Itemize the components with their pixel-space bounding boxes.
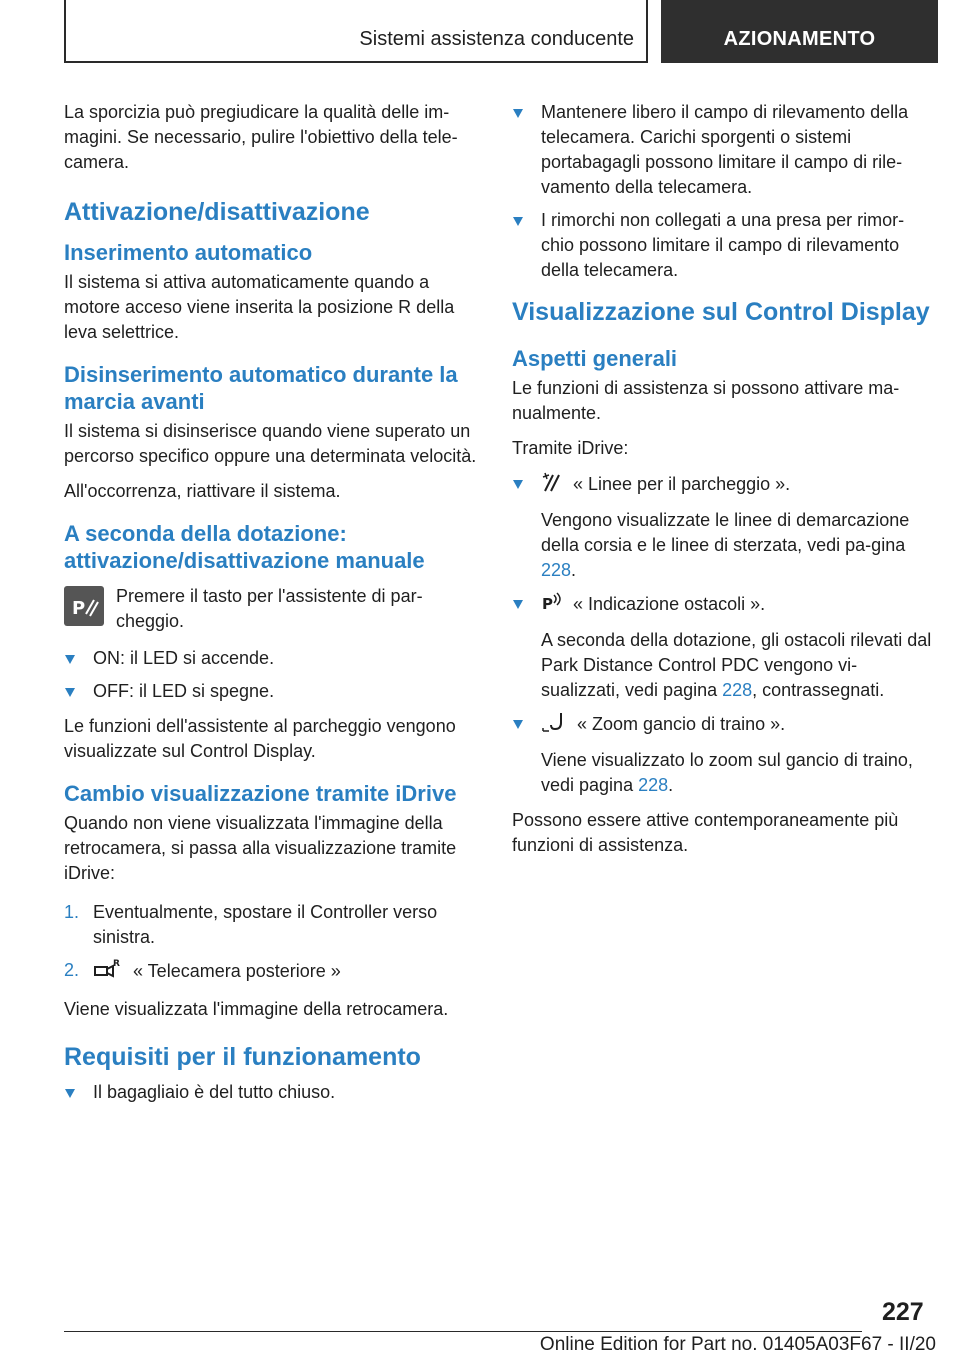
edition-footer: Online Edition for Part no. 01405A03F67 - II/20: [539, 1334, 936, 1355]
header-chapter-title: AZIONAMENTO: [723, 28, 876, 50]
bullet-triangle-icon: [65, 1089, 75, 1098]
heading-auto-on: Inserimento automatico: [64, 240, 313, 265]
list-item: ON: il LED si accende.: [64, 646, 482, 671]
park-assist-button-icon: [64, 586, 104, 626]
bullet-triangle-icon: [513, 217, 523, 226]
right-column: [512, 100, 932, 868]
display-functions-list: [512, 471, 932, 798]
bullet-triangle-icon: [513, 720, 523, 729]
bullet-triangle-icon: [513, 600, 523, 609]
paragraph-idrive: Quando non viene visualizzata l'immagine della retrocamera, si passa alla visualizzazione tramite iDrive:: [64, 813, 457, 883]
heading-manual: A seconda della dotazione: attivazione/disattivazione manuale: [64, 521, 425, 573]
parking-lines-icon: [541, 471, 563, 500]
heading-requirements: Requisiti per il funzionamento: [64, 1043, 421, 1071]
paragraph-auto-on: Il sistema si attiva automaticamente quando a motore acceso viene inserita la posizione R della leva selettrice.: [64, 272, 455, 342]
bullet-triangle-icon: [513, 109, 523, 118]
header-chapter-tab: [661, 0, 938, 63]
bullet-triangle-icon: [65, 655, 75, 664]
paragraph-reactivate: All'occorrenza, riattivare il sistema.: [64, 481, 341, 501]
page-link[interactable]: 228: [541, 560, 572, 580]
svg-text:P: P: [542, 595, 553, 613]
heading-auto-off: Disinserimento automatico durante la marcia avanti: [64, 362, 458, 414]
heading-display: Visualizzazione sul Control Display: [512, 298, 930, 326]
item-description: Vengono visualizzate le linee di demarcazione della corsia e le linee di sterzata, vedi pa-gina 228.: [541, 510, 910, 580]
page-number: 227: [882, 1298, 924, 1326]
paragraph-via-idrive: Tramite iDrive:: [512, 438, 629, 458]
tow-hitch-icon: [541, 711, 567, 740]
paragraph-auto-off: Il sistema si disinserisce quando viene superato un percorso specifico oppure una determinata velocità.: [64, 421, 477, 466]
svg-text:R: R: [113, 959, 120, 969]
list-item: P « Indicazione ostacoli ». A seconda della dotazione, gli ostacoli rilevati dal Park Distance Control PDC vengono vi-sualizzati, vedi pagina 228, contrassegnati.: [512, 591, 932, 703]
list-item: Il bagagliaio è del tutto chiuso.: [64, 1080, 482, 1105]
svg-text:P: P: [72, 598, 86, 619]
bullet-triangle-icon: [65, 688, 75, 697]
paragraph-multiple-functions: Possono essere attive contemporaneamente più funzioni di assistenza.: [512, 810, 899, 855]
header-section-title: Sistemi assistenza conducente: [359, 28, 634, 50]
header-section-box: [64, 0, 648, 63]
led-status-list: [64, 646, 482, 704]
rear-camera-icon: [93, 958, 123, 987]
list-item: 2. R « Telecamera posteriore »: [64, 958, 482, 987]
heading-activation: Attivazione/disattivazione: [64, 198, 370, 226]
button-instruction: [64, 584, 482, 634]
requirements-list-right: [512, 100, 932, 283]
paragraph-general: Le funzioni di assistenza si possono attivare ma-nualmente.: [512, 378, 900, 423]
requirements-list-left: [64, 1080, 482, 1105]
paragraph-rearview: Viene visualizzata l'immagine della retrocamera.: [64, 999, 449, 1019]
intro-paragraph: La sporcizia può pregiudicare la qualità delle im-magini. Se necessario, pulire l'obiettivo della tele-camera.: [64, 102, 458, 172]
paragraph-functions: Le funzioni dell'assistente al parcheggio vengono visualizzate sul Control Display.: [64, 716, 456, 761]
list-item: « Zoom gancio di traino ». Viene visualizzato lo zoom sul gancio di traino, vedi pagina 228.: [512, 711, 932, 798]
bullet-triangle-icon: [513, 480, 523, 489]
list-item: « Linee per il parcheggio ». Vengono visualizzate le linee di demarcazione della corsia e le linee di sterzata, vedi pa-gina 228.: [512, 471, 932, 583]
list-item: Mantenere libero il campo di rilevamento della telecamera. Carichi sporgenti o sistemi portabagagli possono limitare il campo di rile-vamento della telecamera.: [512, 100, 932, 200]
item-description: Viene visualizzato lo zoom sul gancio di traino, vedi pagina 228.: [541, 750, 913, 795]
left-column: [64, 100, 482, 1115]
obstacle-indicator-icon: [541, 591, 563, 620]
footer-divider: [64, 1331, 862, 1332]
idrive-steps: [64, 900, 482, 987]
item-description: A seconda della dotazione, gli ostacoli rilevati dal Park Distance Control PDC vengono vi-sualizzati, vedi pagina 228, contrassegnati.: [541, 630, 932, 700]
list-item: 1. Eventualmente, spostare il Controller verso sinistra.: [64, 902, 438, 947]
page-link[interactable]: 228: [722, 680, 753, 700]
page-link[interactable]: 228: [638, 775, 669, 795]
list-item: I rimorchi non collegati a una presa per rimor-chio possono limitare il campo di rilevamento della telecamera.: [512, 208, 932, 283]
heading-idrive: Cambio visualizzazione tramite iDrive: [64, 781, 457, 806]
list-item: OFF: il LED si spegne.: [64, 679, 482, 704]
paragraph-press-button: Premere il tasto per l'assistente di par-cheggio.: [116, 586, 423, 631]
heading-general: Aspetti generali: [512, 346, 678, 371]
